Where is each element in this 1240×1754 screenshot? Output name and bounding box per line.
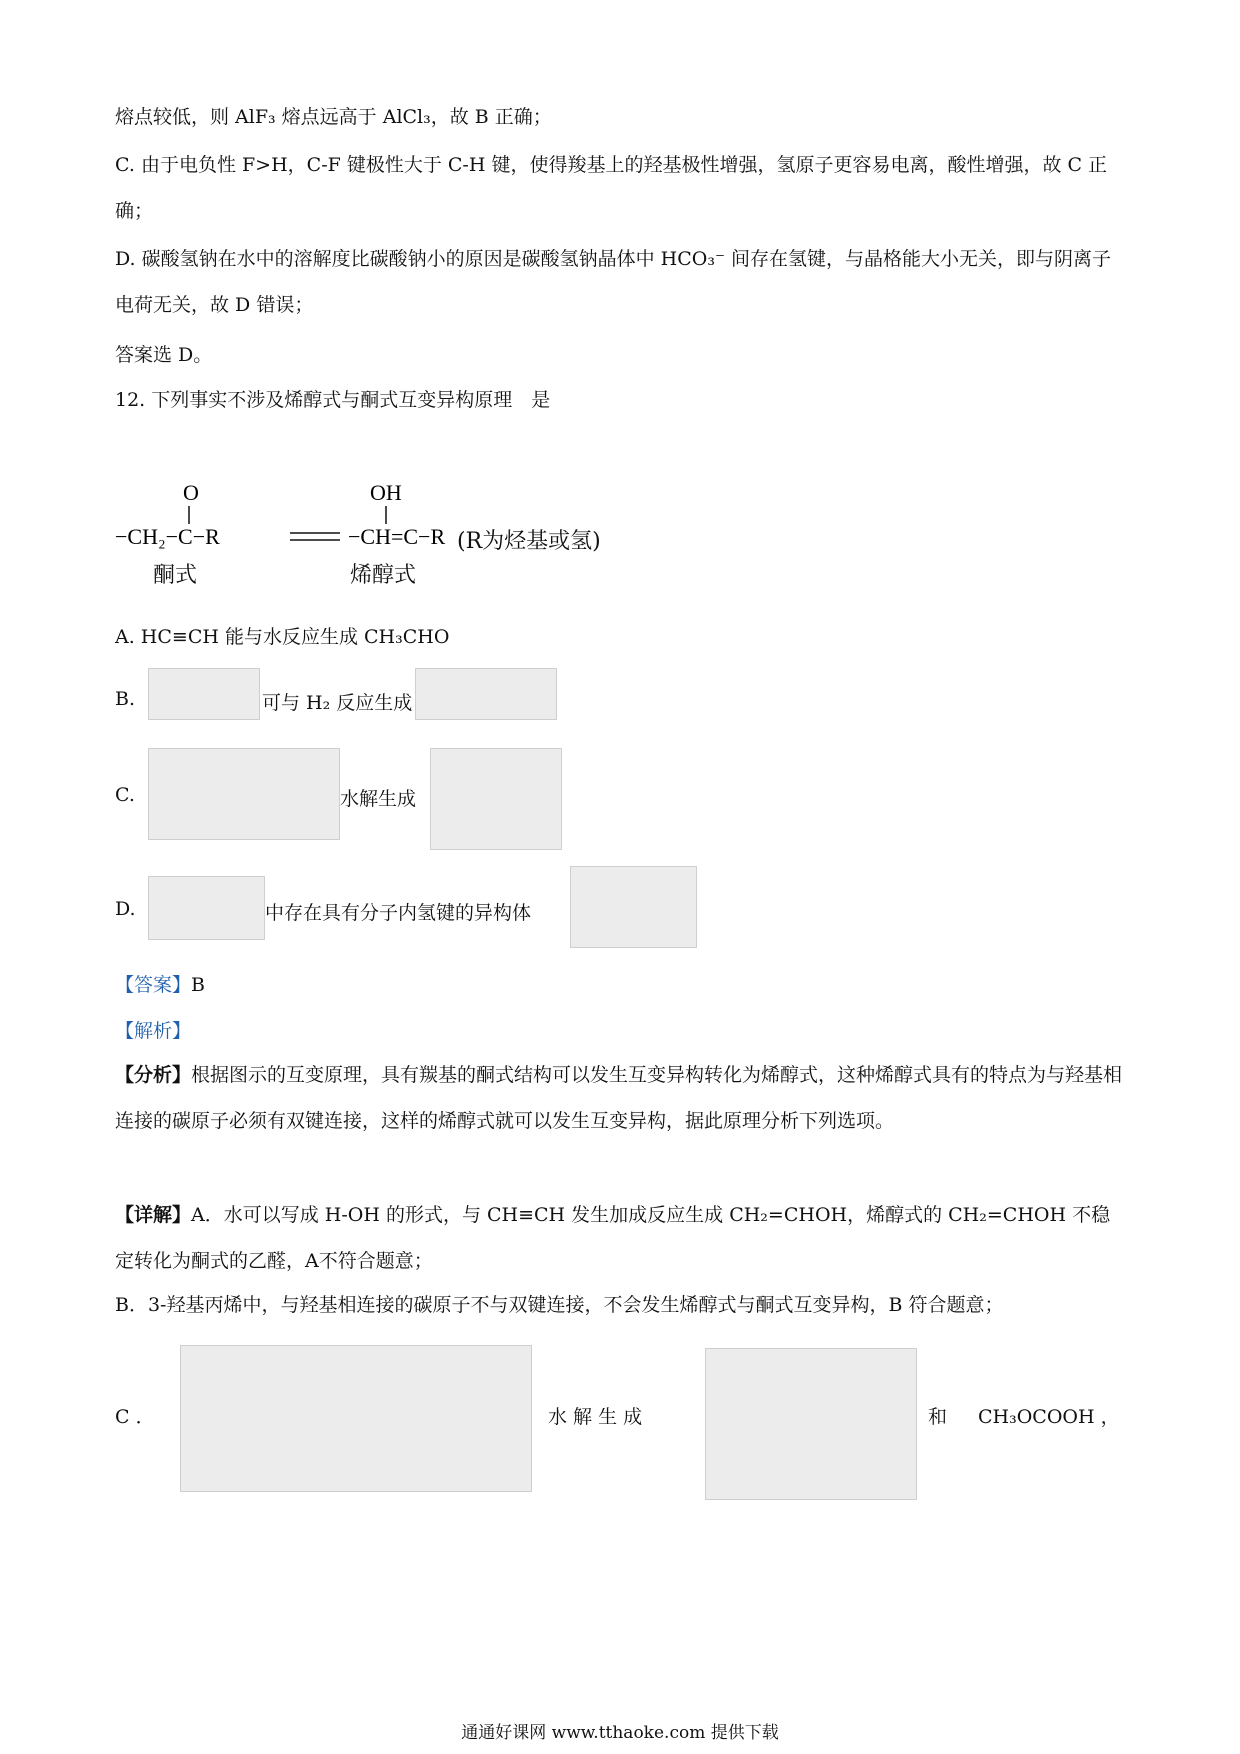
analysis-c-mid: 水 解 生 成: [548, 1406, 643, 1428]
acetylacetone-structure: [148, 876, 265, 940]
answer-value: B: [191, 974, 205, 996]
xiangjie-tag: 【详解】: [115, 1204, 192, 1226]
cyclohexanone-structure: [430, 748, 562, 850]
scheme-note: (R为烃基或氢): [457, 529, 601, 554]
fenxi-text: 根据图示的互变原理，具有羰基的酮式结构可以发生互变异构转化为烯醇式，这种烯醇式具有的特点为与羟基相连接的碳原子必须有双键连接，这样的烯醇式就可以发生互变异构，据此原理分析下列选项。: [115, 1064, 1123, 1132]
question-stem: 12. 下列事实不涉及烯醇式与酮式互变异构原理 是: [115, 389, 551, 411]
b-conclusion-line: 熔点较低，则 AlF₃ 熔点远高于 AlCl₃，故 B 正确；: [115, 106, 552, 128]
option-a: A. HC≡CH 能与水反应生成 CH₃CHO: [115, 626, 450, 648]
propargyl-alcohol-structure: [148, 668, 260, 720]
analysis-carbonate-structure: [180, 1345, 532, 1492]
analysis-tag: 【解析】: [115, 1020, 192, 1042]
footer: 通通好课网 www.tthaoke.com 提供下载: [461, 1723, 779, 1743]
enol-label: 烯醇式: [350, 563, 417, 588]
enol-hbond-structure: [570, 866, 697, 948]
option-c-prefix: C.: [115, 784, 135, 806]
analysis-c-product: CH₃OCOOH ，: [978, 1406, 1120, 1428]
tautomer-scheme: [115, 478, 675, 594]
svg-text:OH: OH: [370, 480, 402, 505]
analysis-b: B．3-羟基丙烯中，与羟基相连接的碳原子不与双键连接，不会发生烯醇式与酮式互变异构，B 符合题意；: [115, 1294, 1004, 1316]
option-d-text: 中存在具有分子内氢键的异构体: [265, 902, 532, 924]
cyclohexenyl-carbonate-structure: [148, 748, 340, 840]
option-c-text: 水解生成: [340, 788, 417, 810]
option-d-explanation: D. 碳酸氢钠在水中的溶解度比碳酸钠小的原因是碳酸氢钠晶体中 HCO₃⁻ 间存在氢键，与晶格能大小无关，即与阴离子电荷无关，故 D 错误；: [115, 248, 1112, 316]
answer-line: 答案选 D。: [115, 344, 213, 366]
xiangjie-text: A．水可以写成 H-OH 的形式，与 CH≡CH 发生加成反应生成 CH₂=CHOH，烯醇式的 CH₂=CHOH 不稳定转化为酮式的乙醛，A不符合题意；: [115, 1204, 1111, 1272]
cyclohexenol-structure: [705, 1348, 917, 1500]
analysis-c-and: 和: [928, 1406, 948, 1428]
svg-text:O: O: [183, 480, 199, 505]
answer-block: [115, 970, 205, 997]
allyl-alcohol-structure: [415, 668, 557, 720]
option-c-explanation: C. 由于电负性 F>H，C-F 键极性大于 C-H 键，使得羧基上的羟基极性增强，氢原子更容易电离，酸性增强，故 C 正确；: [115, 154, 1108, 222]
analysis-fenxi: [115, 1052, 1125, 1144]
option-d-prefix: D.: [115, 898, 136, 920]
analysis-detail: [115, 1192, 1125, 1284]
answer-tag: 【答案】: [115, 974, 192, 996]
option-b-prefix: B.: [115, 688, 136, 710]
fenxi-tag: 【分析】: [115, 1064, 192, 1086]
svg-text:−CH=C−R: −CH=C−R: [348, 524, 446, 549]
ketone-label: 酮式: [153, 563, 198, 588]
svg-text:−CH₂−C−R: −CH₂−C−R: [115, 524, 220, 549]
option-b-text: 可与 H₂ 反应生成: [262, 692, 413, 714]
analysis-c-prefix: C ．: [115, 1406, 155, 1428]
